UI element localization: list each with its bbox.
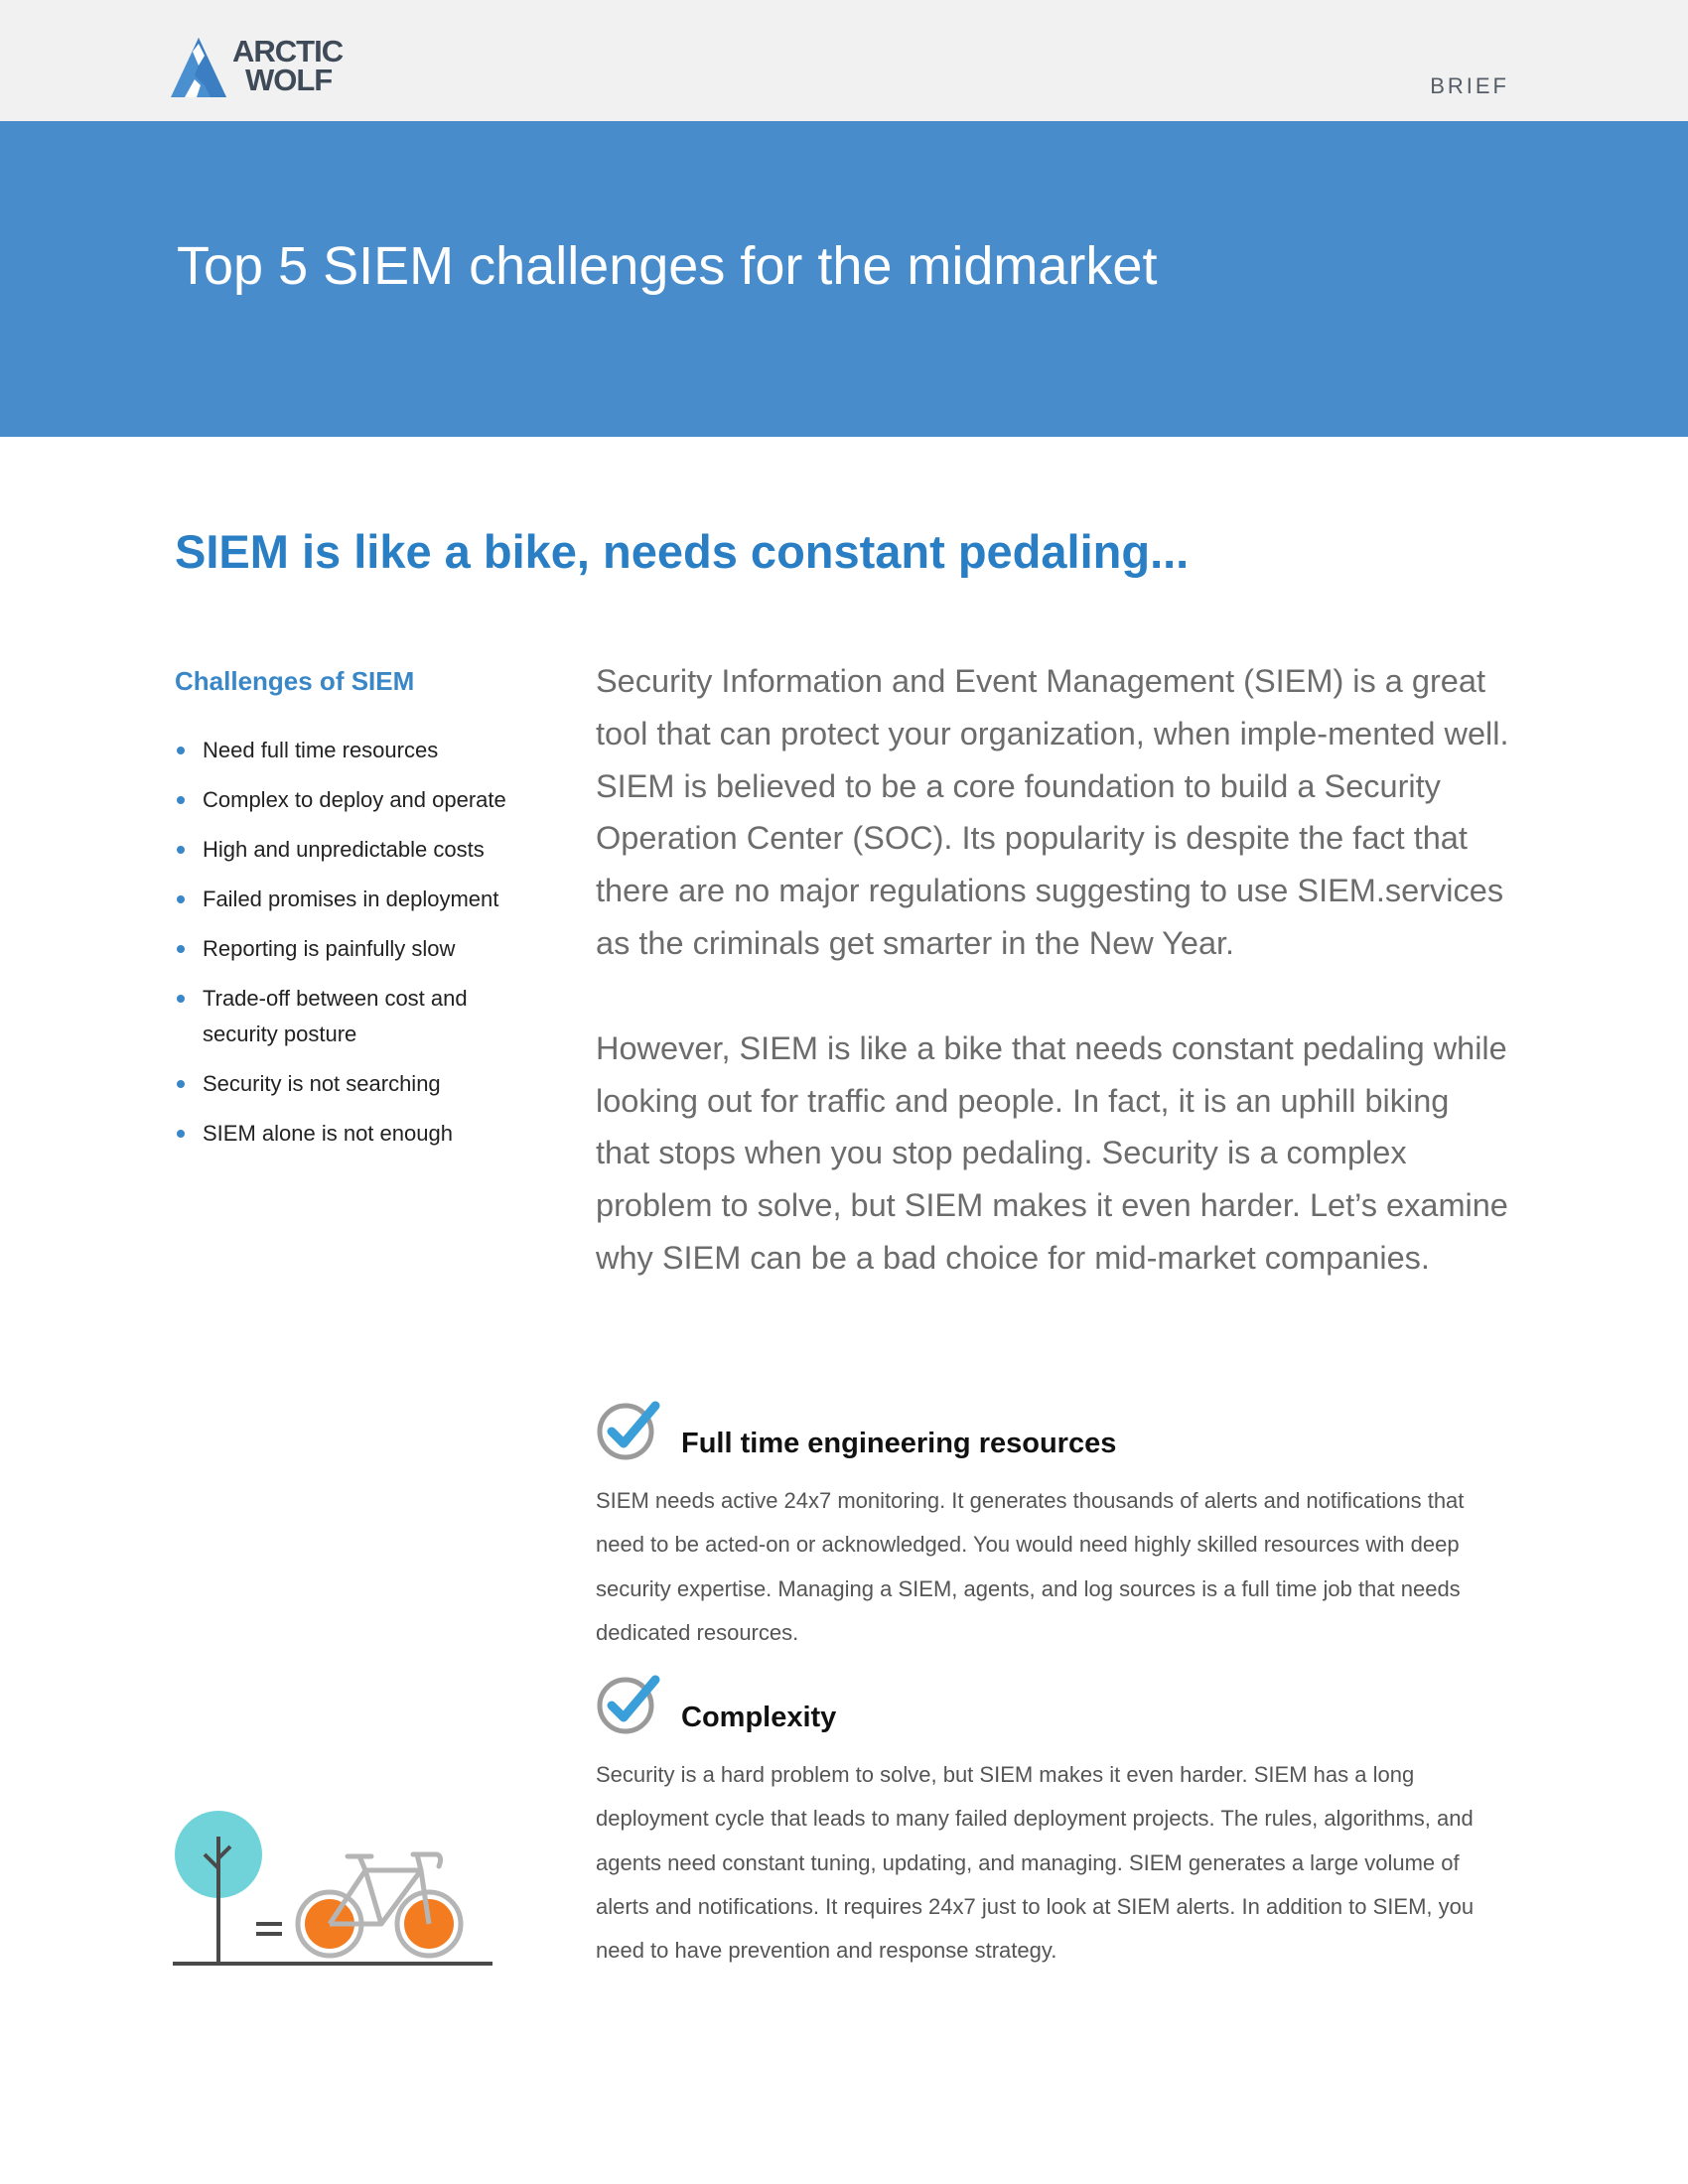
tree-and-bicycle-illustration bbox=[169, 1807, 506, 1976]
page-subtitle: SIEM is like a bike, needs constant pedaling... bbox=[175, 525, 1190, 578]
document-type-label: BRIEF bbox=[1430, 73, 1509, 98]
title-banner bbox=[0, 121, 1688, 437]
logo-text-line1: ARCTIC bbox=[232, 34, 344, 68]
logo-text-line2: WOLF bbox=[245, 63, 333, 97]
list-item bbox=[175, 981, 512, 1052]
page-title: Top 5 SIEM challenges for the midmarket bbox=[177, 236, 1158, 296]
list-item-text: Need full time resources bbox=[203, 738, 439, 762]
list-item-text: Trade-off between cost and security posture bbox=[203, 986, 468, 1046]
bullet-icon bbox=[177, 796, 185, 804]
challenges-sidebar bbox=[175, 663, 512, 1165]
bullet-icon bbox=[177, 846, 185, 854]
section-body: Security is a hard problem to solve, but SIEM makes it even harder. SIEM has a long deployment cycle that leads to many failed deployment projects. The rules, algorithms, and agents need constant tuning, updating, and managing. SIEM generates a large volume of alerts and notifications. It requires 24x7 just to look at SIEM alerts. In addition to SIEM, you need to have prevention and response strategy. bbox=[596, 1762, 1475, 1964]
section-header bbox=[596, 1672, 1509, 1741]
list-item bbox=[175, 1066, 512, 1102]
list-item-text: SIEM alone is not enough bbox=[203, 1121, 453, 1146]
list-item bbox=[175, 782, 512, 818]
list-item-text: High and unpredictable costs bbox=[203, 837, 485, 862]
list-item bbox=[175, 733, 512, 768]
page-header bbox=[0, 0, 1688, 121]
checkmark-circle-icon bbox=[596, 1672, 663, 1737]
list-item bbox=[175, 931, 512, 967]
checkmark-circle-icon bbox=[596, 1398, 663, 1463]
intro-paragraph-2: However, SIEM is like a bike that needs constant pedaling while looking out for traffic and people. In fact, it is an uphill biking that stops when you stop pedaling. Security is a complex problem to solve, but SIEM makes it even harder. Let’s examine why SIEM can be a bad choice for mid-market companies. bbox=[596, 1029, 1508, 1276]
list-item bbox=[175, 832, 512, 868]
bullet-icon bbox=[177, 895, 185, 903]
section-engineering-resources bbox=[596, 1398, 1509, 1655]
section-complexity bbox=[596, 1672, 1509, 1973]
list-item bbox=[175, 882, 512, 917]
intro-paragraph-1: Security Information and Event Management (SIEM) is a great tool that can protect your organization, when imple-mented well. SIEM is believed to be a core foundation to build a Security Operation Center (SOC). Its popularity is despite the fact that there are no major regulations suggesting to use SIEM.services as the criminals get smarter in the New Year. bbox=[596, 663, 1509, 961]
section-title: Full time engineering resources bbox=[681, 1428, 1117, 1459]
bullet-icon bbox=[177, 1080, 185, 1088]
list-item bbox=[175, 1116, 512, 1152]
wolf-mountain-icon bbox=[171, 36, 232, 99]
sidebar-heading: Challenges of SIEM bbox=[175, 666, 415, 696]
bullet-icon bbox=[177, 945, 185, 953]
list-item-text: Security is not searching bbox=[203, 1071, 441, 1096]
challenge-list bbox=[175, 733, 512, 1152]
bullet-icon bbox=[177, 1130, 185, 1138]
list-item-text: Reporting is painfully slow bbox=[203, 936, 456, 961]
list-item-text: Complex to deploy and operate bbox=[203, 787, 506, 812]
list-item-text: Failed promises in deployment bbox=[203, 887, 499, 911]
bullet-icon bbox=[177, 747, 185, 754]
section-body: SIEM needs active 24x7 monitoring. It generates thousands of alerts and notifications that need to be acted-on or acknowledged. You would need highly skilled resources with deep security expertise. Managing a SIEM, agents, and log sources is a full time job that needs dedicated resources. bbox=[596, 1488, 1465, 1645]
bicycle-icon bbox=[169, 1807, 506, 1976]
main-content bbox=[596, 655, 1509, 1285]
bullet-icon bbox=[177, 995, 185, 1003]
arctic-wolf-logo bbox=[171, 36, 350, 99]
section-header bbox=[596, 1398, 1509, 1467]
section-title: Complexity bbox=[681, 1702, 837, 1733]
